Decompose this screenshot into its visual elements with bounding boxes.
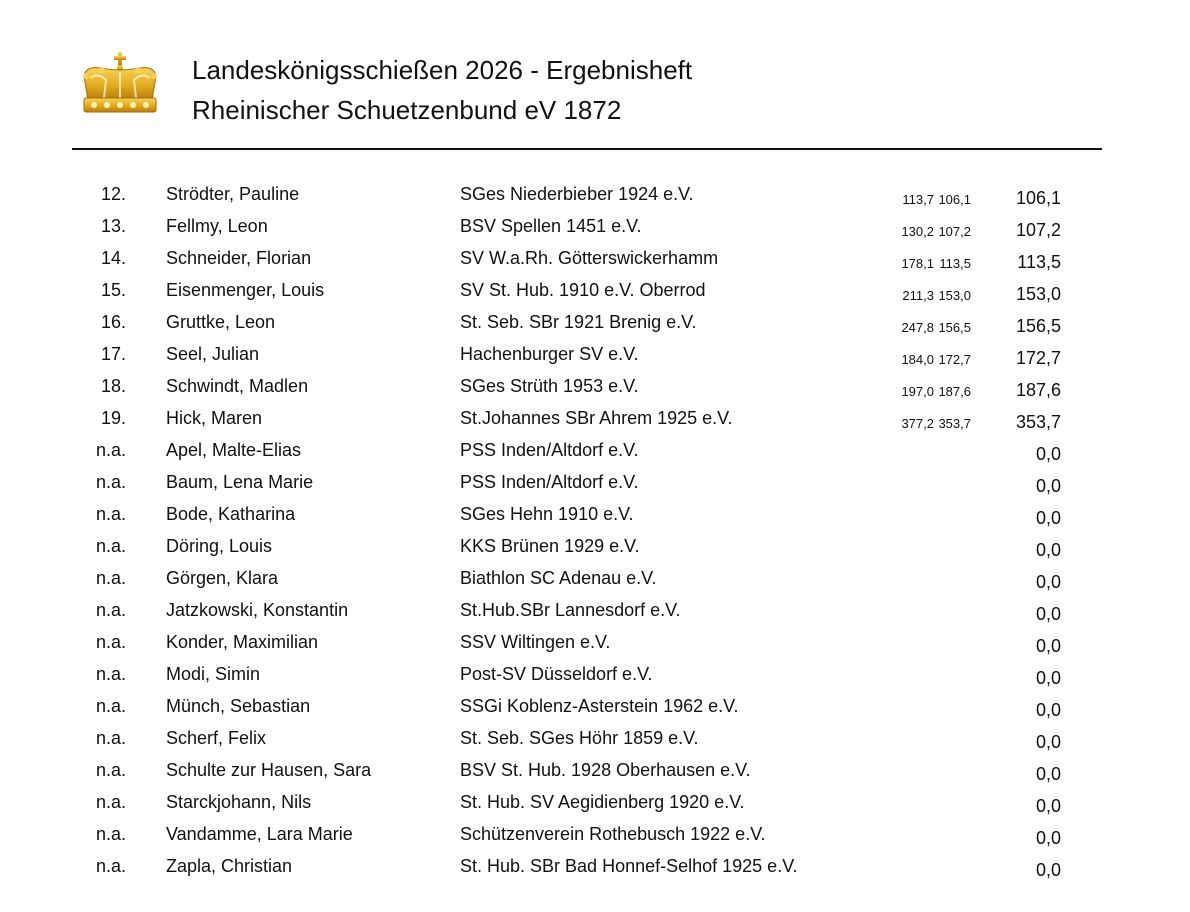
rank-cell: n.a. <box>95 760 126 780</box>
result-row <box>0 402 1190 434</box>
club-cell: St. Seb. SBr 1921 Brenig e.V. <box>460 312 697 332</box>
name-cell: Starckjohann, Nils <box>166 792 312 812</box>
club-cell: SV St. Hub. 1910 e.V. Oberrod <box>460 280 706 300</box>
score-1-cell: 184,0 <box>901 352 934 367</box>
name-cell: Seel, Julian <box>166 344 260 364</box>
club-cell: SSGi Koblenz-Asterstein 1962 e.V. <box>460 696 739 716</box>
name-cell: Schneider, Florian <box>166 248 312 268</box>
result-row <box>0 466 1190 498</box>
rank-cell: 19. <box>100 408 126 428</box>
total-cell: 0,0 <box>1035 508 1061 528</box>
total-cell: 106,1 <box>1015 188 1061 208</box>
result-row <box>0 626 1190 658</box>
score-2-cell: 106,1 <box>938 192 971 207</box>
rank-cell: 14. <box>100 248 126 268</box>
club-cell: Post-SV Düsseldorf e.V. <box>460 664 653 684</box>
result-row <box>0 210 1190 242</box>
name-cell: Jatzkowski, Konstantin <box>166 600 349 620</box>
total-cell: 353,7 <box>1015 412 1061 432</box>
club-cell: St.Johannes SBr Ahrem 1925 e.V. <box>460 408 733 428</box>
total-cell: 172,7 <box>1015 348 1061 368</box>
result-row <box>0 594 1190 626</box>
total-cell: 0,0 <box>1035 572 1061 592</box>
rank-cell: n.a. <box>95 632 126 652</box>
score-1-cell: 247,8 <box>901 320 934 335</box>
name-cell: Bode, Katharina <box>166 504 296 524</box>
name-cell: Konder, Maximilian <box>166 632 319 652</box>
rank-cell: n.a. <box>95 664 126 684</box>
name-cell: Schulte zur Hausen, Sara <box>166 760 372 780</box>
club-cell: SGes Niederbieber 1924 e.V. <box>460 184 694 204</box>
page-subtitle: Rheinischer Schuetzenbund eV 1872 <box>192 95 622 125</box>
club-cell: St. Seb. SGes Höhr 1859 e.V. <box>460 728 699 748</box>
club-cell: SV W.a.Rh. Götterswickerhamm <box>460 248 719 268</box>
name-cell: Eisenmenger, Louis <box>166 280 325 300</box>
rank-cell: 16. <box>100 312 126 332</box>
rank-cell: n.a. <box>95 824 126 844</box>
rank-cell: n.a. <box>95 504 126 524</box>
total-cell: 187,6 <box>1015 380 1061 400</box>
total-cell: 0,0 <box>1035 604 1061 624</box>
club-cell: St.Hub.SBr Lannesdorf e.V. <box>460 600 681 620</box>
result-row <box>0 658 1190 690</box>
results-list <box>0 178 1190 882</box>
score-1-cell: 377,2 <box>901 416 934 431</box>
name-cell: Döring, Louis <box>166 536 273 556</box>
rank-cell: 12. <box>100 184 126 204</box>
page-header <box>0 0 1190 150</box>
result-row <box>0 786 1190 818</box>
score-2-cell: 113,5 <box>939 256 971 271</box>
score-2-cell: 156,5 <box>938 320 971 335</box>
rank-cell: 17. <box>100 344 126 364</box>
result-row <box>0 242 1190 274</box>
club-cell: BSV St. Hub. 1928 Oberhausen e.V. <box>460 760 751 780</box>
total-cell: 153,0 <box>1015 284 1061 304</box>
name-cell: Münch, Sebastian <box>166 696 311 716</box>
page-title: Landeskönigsschießen 2026 - Ergebnisheft <box>192 55 693 85</box>
total-cell: 0,0 <box>1035 668 1061 688</box>
name-cell: Modi, Simin <box>166 664 261 684</box>
total-cell: 0,0 <box>1035 476 1061 496</box>
score-1-cell: 178,1 <box>901 256 934 271</box>
rank-cell: 13. <box>100 216 126 236</box>
rank-cell: n.a. <box>95 600 126 620</box>
club-cell: BSV Spellen 1451 e.V. <box>460 216 642 236</box>
result-row <box>0 562 1190 594</box>
rank-cell: n.a. <box>95 568 126 588</box>
score-2-cell: 153,0 <box>938 288 971 303</box>
name-cell: Zapla, Christian <box>166 856 293 876</box>
rank-cell: n.a. <box>95 472 126 492</box>
score-1-cell: 211,3 <box>902 288 934 303</box>
result-row <box>0 754 1190 786</box>
total-cell: 0,0 <box>1035 636 1061 656</box>
score-2-cell: 187,6 <box>938 384 971 399</box>
result-row <box>0 370 1190 402</box>
total-cell: 0,0 <box>1035 700 1061 720</box>
score-2-cell: 353,7 <box>938 416 971 431</box>
result-row <box>0 498 1190 530</box>
rank-cell: n.a. <box>95 792 126 812</box>
name-cell: Fellmy, Leon <box>166 216 268 236</box>
name-cell: Hick, Maren <box>166 408 263 428</box>
rank-cell: n.a. <box>95 536 126 556</box>
total-cell: 0,0 <box>1035 540 1061 560</box>
score-2-cell: 107,2 <box>938 224 971 239</box>
result-row <box>0 530 1190 562</box>
club-cell: Hachenburger SV e.V. <box>460 344 639 364</box>
result-row <box>0 818 1190 850</box>
rank-cell: n.a. <box>95 696 126 716</box>
score-2-cell: 172,7 <box>938 352 971 367</box>
club-cell: PSS Inden/Altdorf e.V. <box>460 472 639 492</box>
result-row <box>0 722 1190 754</box>
total-cell: 156,5 <box>1015 316 1061 336</box>
total-cell: 0,0 <box>1035 444 1061 464</box>
total-cell: 0,0 <box>1035 796 1061 816</box>
name-cell: Vandamme, Lara Marie <box>166 824 353 844</box>
crown-icon <box>76 50 164 116</box>
rank-cell: n.a. <box>95 856 126 876</box>
result-row <box>0 306 1190 338</box>
club-cell: St. Hub. SV Aegidienberg 1920 e.V. <box>460 792 745 812</box>
name-cell: Baum, Lena Marie <box>166 472 314 492</box>
club-cell: KKS Brünen 1929 e.V. <box>460 536 640 556</box>
result-row <box>0 850 1190 882</box>
name-cell: Gruttke, Leon <box>166 312 276 332</box>
result-row <box>0 690 1190 722</box>
score-1-cell: 130,2 <box>901 224 934 239</box>
club-cell: St. Hub. SBr Bad Honnef-Selhof 1925 e.V. <box>460 856 798 876</box>
club-cell: Schützenverein Rothebusch 1922 e.V. <box>460 824 766 844</box>
club-cell: SGes Hehn 1910 e.V. <box>460 504 634 524</box>
result-row <box>0 178 1190 210</box>
result-row <box>0 338 1190 370</box>
rank-cell: 15. <box>100 280 126 300</box>
result-row <box>0 434 1190 466</box>
rank-cell: n.a. <box>95 728 126 748</box>
rank-cell: n.a. <box>95 440 126 460</box>
club-cell: SSV Wiltingen e.V. <box>460 632 611 652</box>
score-1-cell: 197,0 <box>901 384 934 399</box>
club-cell: PSS Inden/Altdorf e.V. <box>460 440 639 460</box>
total-cell: 0,0 <box>1035 860 1061 880</box>
name-cell: Schwindt, Madlen <box>166 376 309 396</box>
total-cell: 107,2 <box>1015 220 1061 240</box>
club-cell: Biathlon SC Adenau e.V. <box>460 568 657 588</box>
name-cell: Scherf, Felix <box>166 728 267 748</box>
club-cell: SGes Strüth 1953 e.V. <box>460 376 639 396</box>
name-cell: Apel, Malte-Elias <box>166 440 302 460</box>
name-cell: Strödter, Pauline <box>166 184 300 204</box>
header-divider <box>72 148 1102 150</box>
name-cell: Görgen, Klara <box>166 568 279 588</box>
total-cell: 113,5 <box>1017 252 1061 272</box>
score-1-cell: 113,7 <box>902 192 934 207</box>
total-cell: 0,0 <box>1035 828 1061 848</box>
total-cell: 0,0 <box>1035 732 1061 752</box>
total-cell: 0,0 <box>1035 764 1061 784</box>
result-row <box>0 274 1190 306</box>
rank-cell: 18. <box>100 376 126 396</box>
